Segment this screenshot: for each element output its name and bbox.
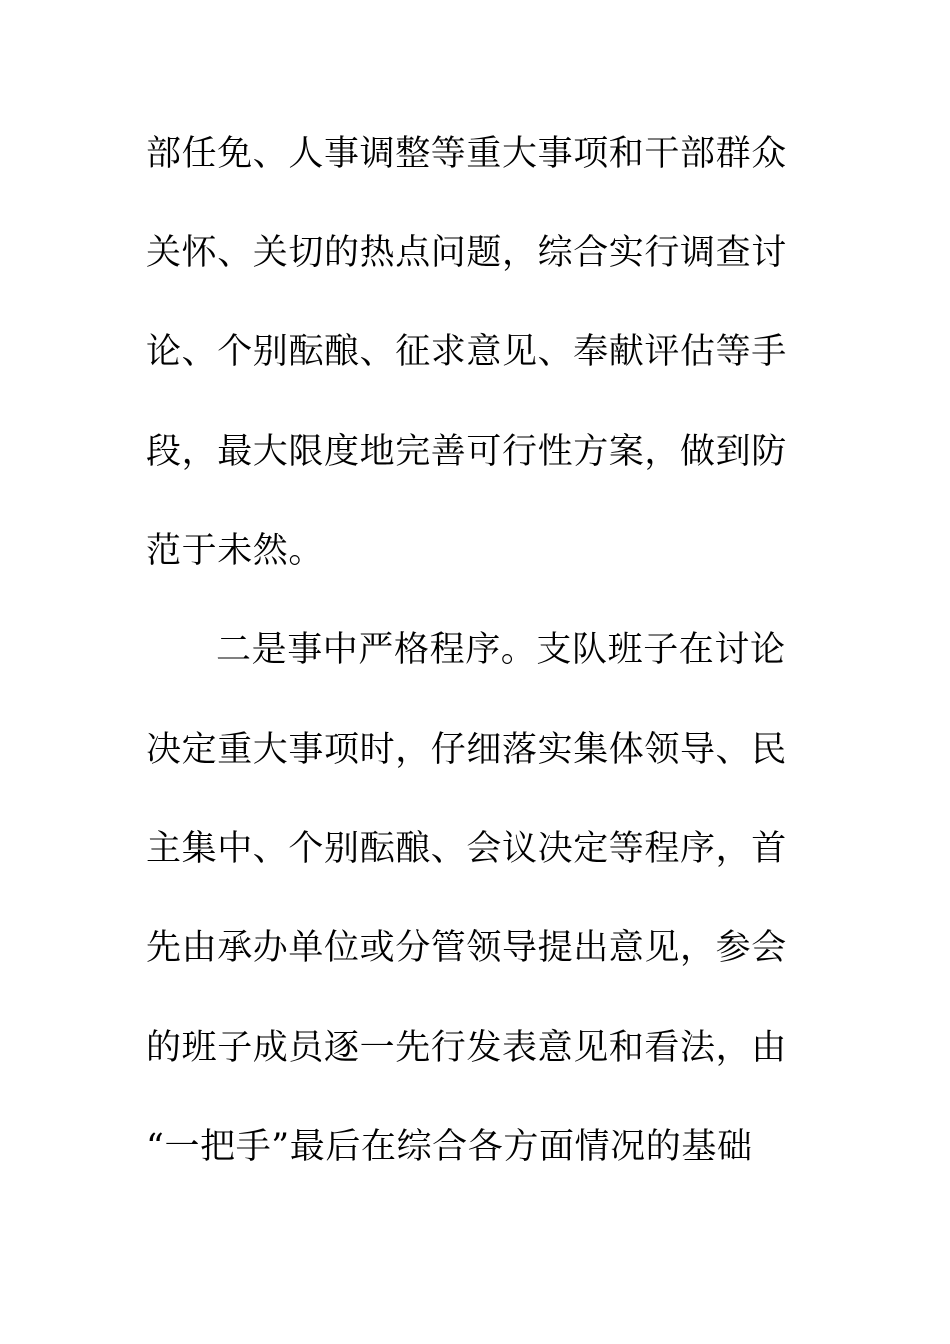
text-line: 关怀、关切的热点问题，综合实行调查讨 — [146, 233, 787, 273]
paragraph-start-line: 二是事中严格程序。支队班子在讨论 — [216, 630, 786, 670]
text-line: 先由承办单位或分管领导提出意见，参会 — [146, 928, 787, 968]
text-line: 部任免、人事调整等重大事项和干部群众 — [146, 134, 787, 174]
text-line: 主集中、个别酝酿、会议决定等程序，首 — [146, 829, 787, 869]
text-line: 段，最大限度地完善可行性方案，做到防 — [146, 432, 787, 472]
text-line: 范于未然。 — [146, 531, 325, 571]
text-line: 的班子成员逐一先行发表意见和看法，由 — [146, 1028, 787, 1068]
text-line: 决定重大事项时，仔细落实集体领导、民 — [146, 730, 787, 770]
text-line: 论、个别酝酿、征求意见、奉献评估等手 — [146, 332, 787, 372]
text-line: “一把手”最后在综合各方面情况的基础 — [146, 1127, 753, 1167]
